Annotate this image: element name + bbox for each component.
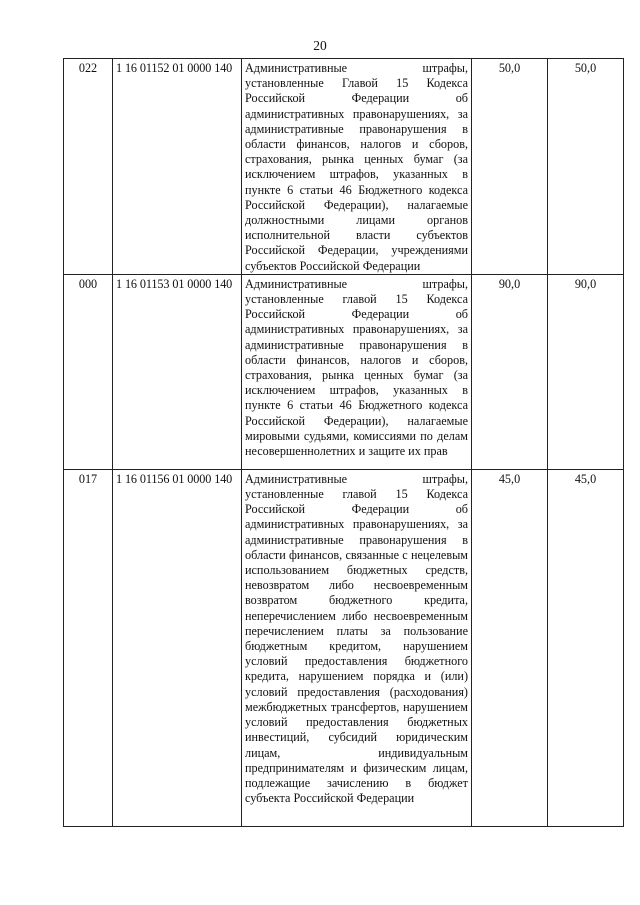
description-cell: Административные штрафы, установленные главой 15 Кодекса Российской Федерации об административных правонарушениях, за административные правонарушения в области финансов, связанные с нецелевым использованием бюджетных средств, невозвратом либо несвоевременным возвратом бюджетного кредита, неперечислением либо несвоевременным перечислением платы за пользование бюджетным кредитом, нарушением условий предоставления бюджетного кредита, нарушением порядка и (или) условий предоставления (расходования) межбюджетных трансфертов, нарушением условий предоставления бюджетных инвестиций, субсидий юридическим лицам, индивидуальным предпринимателям и физическим лицам, подлежащие зачислению в бюджет субъекта Российской Федерации	[242, 469, 472, 826]
admin-code-cell: 022	[64, 59, 113, 275]
amount-cell-2: 50,0	[548, 59, 624, 275]
page-number: 20	[313, 38, 327, 53]
table-row	[64, 59, 624, 275]
amount-cell-1: 90,0	[472, 274, 548, 469]
amount-cell-2: 45,0	[548, 469, 624, 826]
description-cell: Административные штрафы, установленные главой 15 Кодекса Российской Федерации об административных правонарушениях, за административные правонарушения в области финансов, налогов и сборов, страхования, рынка ценных бумаг (за исключением штрафов, указанных в пункте 6 статьи 46 Бюджетного кодекса Российской Федерации), налагаемые мировыми судьями, комиссиями по делам несовершеннолетних и защите их прав	[242, 274, 472, 469]
amount-cell-1: 50,0	[472, 59, 548, 275]
kbk-code-cell: 1 16 01156 01 0000 140	[113, 469, 242, 826]
revenue-table	[63, 58, 624, 827]
table-row	[64, 274, 624, 469]
kbk-code-cell: 1 16 01153 01 0000 140	[113, 274, 242, 469]
table-row	[64, 469, 624, 826]
kbk-code-cell: 1 16 01152 01 0000 140	[113, 59, 242, 275]
admin-code-cell: 000	[64, 274, 113, 469]
amount-cell-2: 90,0	[548, 274, 624, 469]
admin-code-cell: 017	[64, 469, 113, 826]
description-cell: Административные штрафы, установленные Главой 15 Кодекса Российской Федерации об административных правонарушениях, за административные правонарушения в области финансов, налогов и сборов, страхования, рынка ценных бумаг (за исключением штрафов, указанных в пункте 6 статьи 46 Бюджетного кодекса Российской Федерации), налагаемые должностными лицами органов исполнительной власти субъектов Российской Федерации, учреждениями субъектов Российской Федерации	[242, 59, 472, 275]
amount-cell-1: 45,0	[472, 469, 548, 826]
